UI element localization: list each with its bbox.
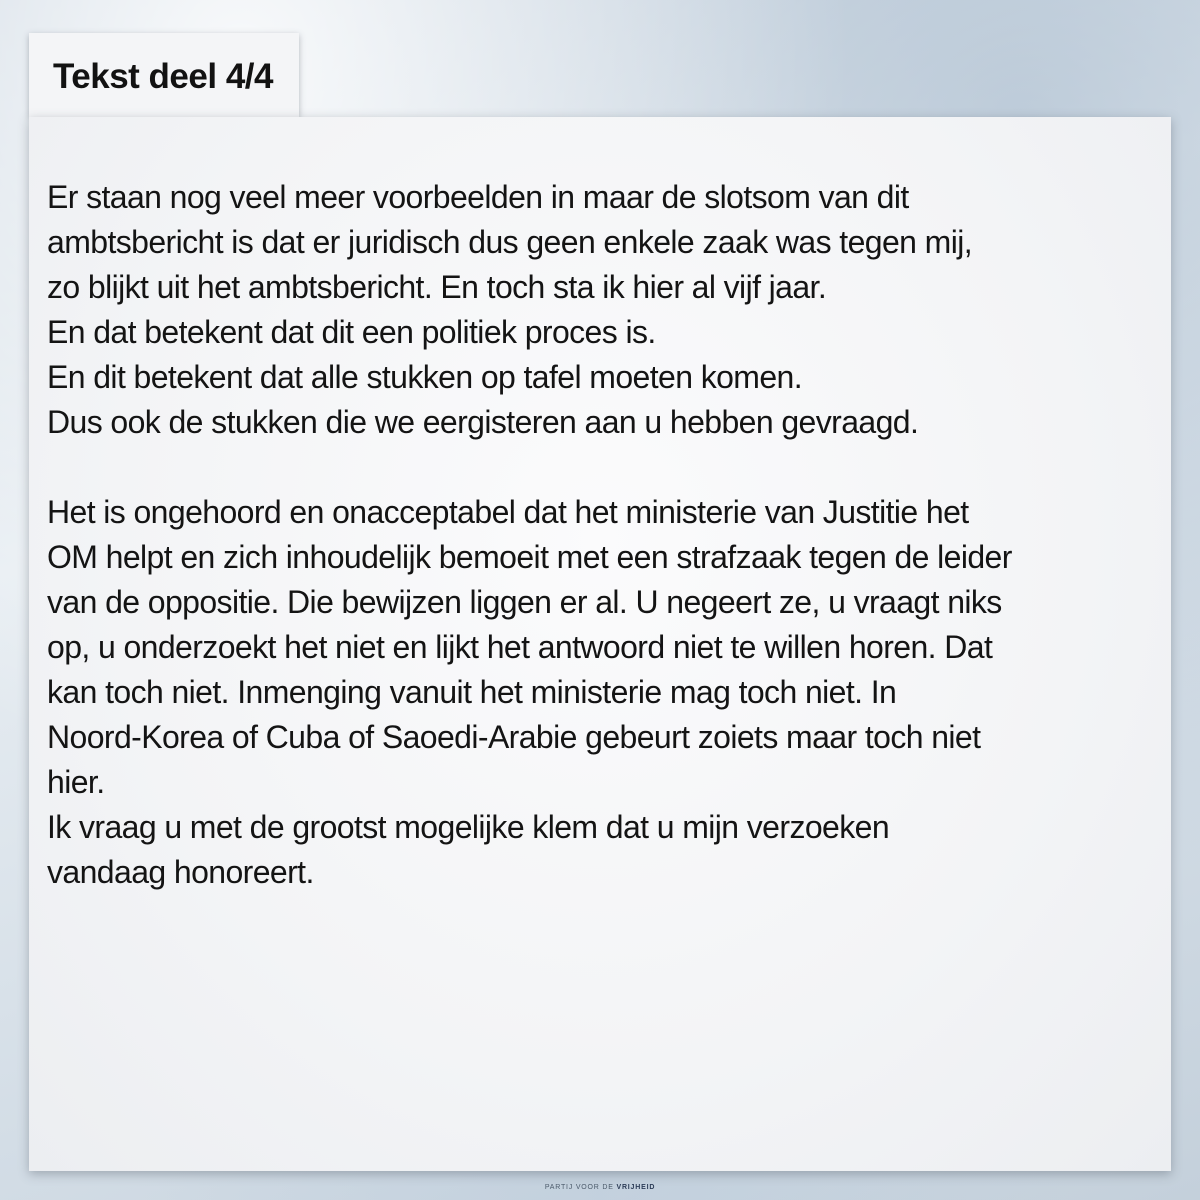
logo-prefix: PARTIJ VOOR DE: [544, 1184, 614, 1191]
text-line: kan toch niet. Inmenging vanuit het ministerie mag toch niet. In: [47, 674, 897, 710]
text-line: Noord-Korea of Cuba of Saoedi-Arabie gebeurt zoiets maar toch niet: [47, 719, 981, 755]
text-line: OM helpt en zich inhoudelijk bemoeit met een strafzaak tegen de leider: [47, 539, 1012, 575]
paragraph-2: [47, 490, 1147, 895]
text-line: zo blijkt uit het ambtsbericht. En toch sta ik hier al vijf jaar.: [47, 269, 827, 305]
paragraph-1: [47, 175, 1147, 445]
text-line: vandaag honoreert.: [47, 854, 314, 890]
text-line: Het is ongehoord en onacceptabel dat het ministerie van Justitie het: [47, 494, 969, 530]
text-line: Dus ook de stukken die we eergisteren aan u hebben gevraagd.: [47, 404, 919, 440]
text-line: ambtsbericht is dat er juridisch dus geen enkele zaak was tegen mij,: [47, 224, 973, 260]
text-line: Ik vraag u met de grootst mogelijke klem dat u mijn verzoeken: [47, 809, 890, 845]
title-tab: [29, 33, 299, 117]
party-logo: [0, 1184, 1200, 1191]
text-line: Er staan nog veel meer voorbeelden in maar de slotsom van dit: [47, 179, 909, 215]
text-panel: [29, 117, 1171, 1171]
text-line: En dit betekent dat alle stukken op tafel moeten komen.: [47, 359, 803, 395]
text-line: En dat betekent dat dit een politiek proces is.: [47, 314, 656, 350]
text-line: hier.: [47, 764, 105, 800]
body-text: [47, 175, 1147, 895]
paragraph-gap: [47, 445, 1147, 490]
text-line: van de oppositie. Die bewijzen liggen er al. U negeert ze, u vraagt niks: [47, 584, 1002, 620]
page-title: Tekst deel 4/4: [53, 57, 273, 96]
logo-strong: VRIJHEID: [616, 1184, 656, 1191]
text-line: op, u onderzoekt het niet en lijkt het antwoord niet te willen horen. Dat: [47, 629, 993, 665]
